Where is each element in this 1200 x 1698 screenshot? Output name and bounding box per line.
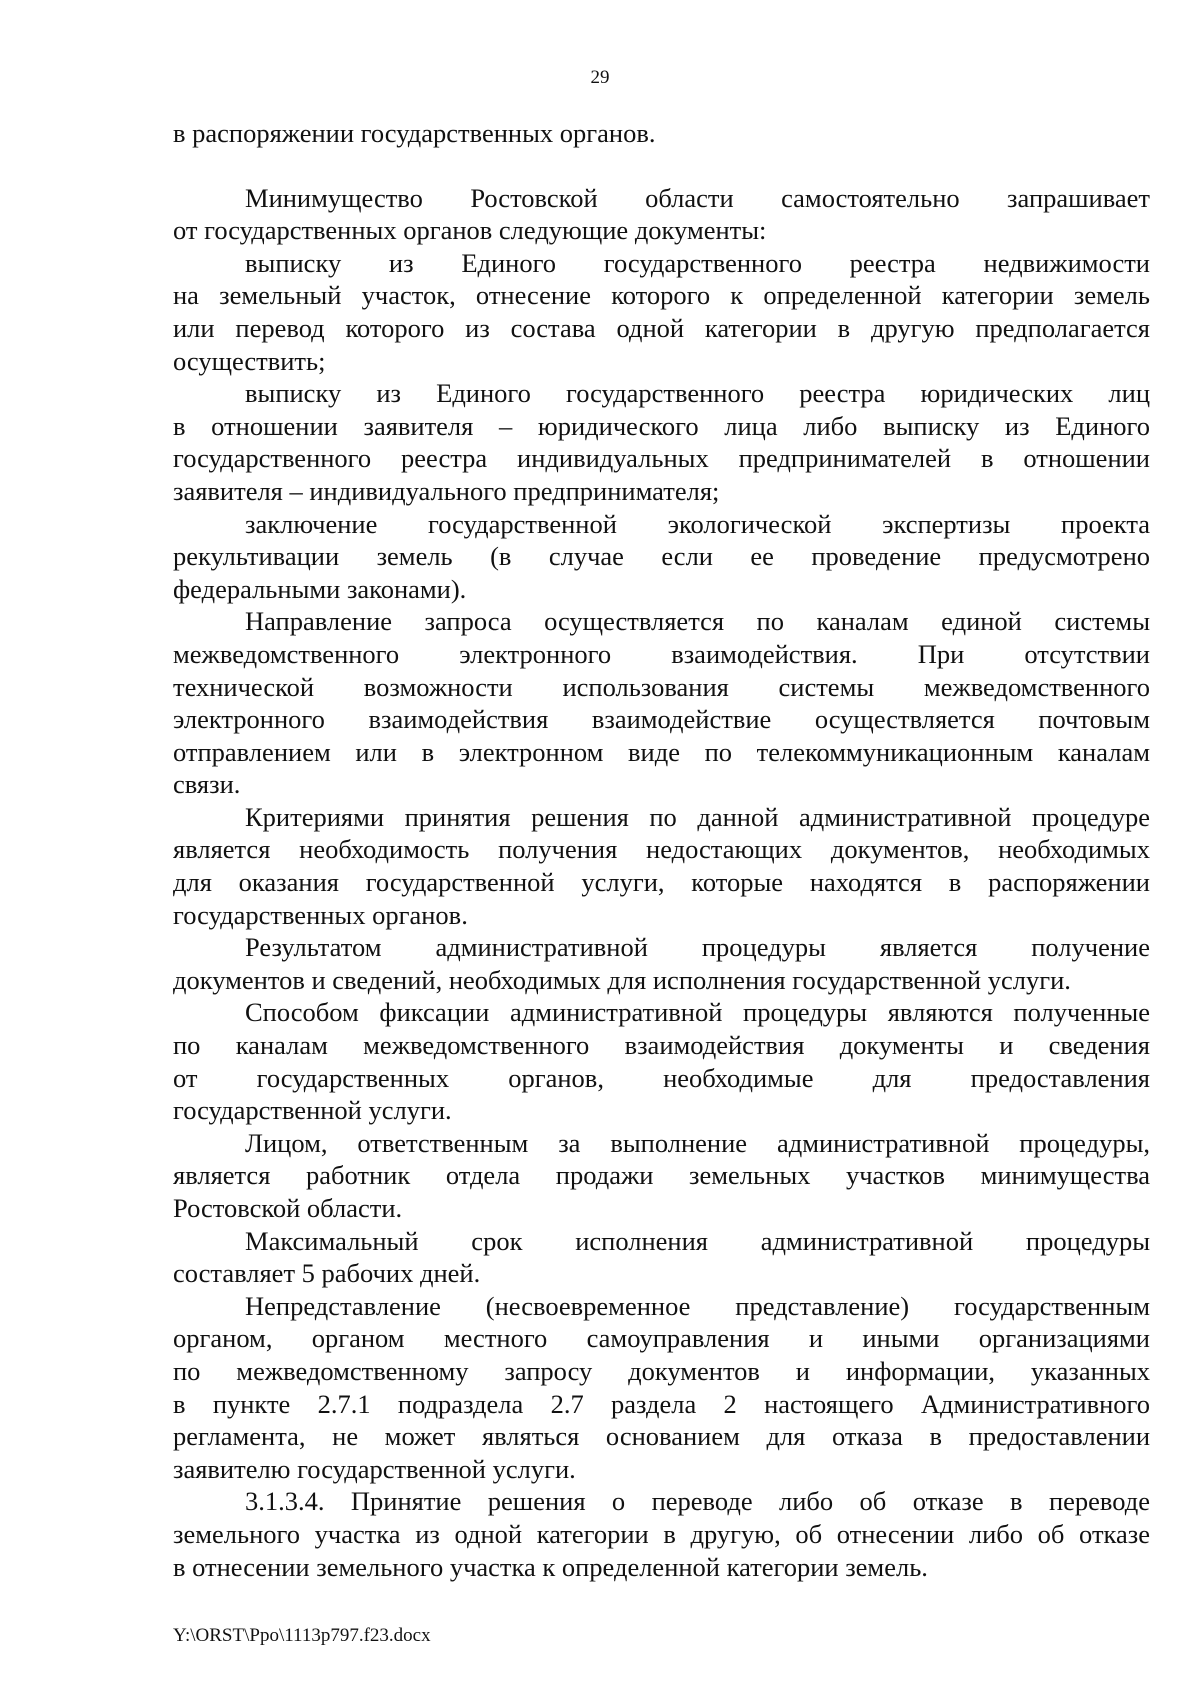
text-line: земельного участка из одной категории в другую, об отнесении либо об отказе <box>173 1518 1150 1549</box>
text-line: осуществить; <box>173 345 326 376</box>
text-line: от государственных органов следующие документы: <box>173 215 767 246</box>
paragraph <box>173 996 1150 1126</box>
text-line: в пункте 2.7.1 подраздела 2.7 раздела 2 настоящего Административного <box>173 1388 1150 1419</box>
text-line: Максимальный срок исполнения административной процедуры <box>245 1225 1150 1256</box>
text-line: регламента, не может являться основанием для отказа в предоставлении <box>173 1421 1150 1452</box>
paragraph <box>173 1225 1150 1290</box>
text-line: Непредставление (несвоевременное представление) государственным <box>245 1290 1150 1321</box>
paragraph <box>173 1290 1150 1486</box>
text-line: на земельный участок, отнесение которого к определенной категории земель <box>173 280 1150 311</box>
paragraph <box>173 605 1150 801</box>
text-line: заявителя – индивидуального предпринимателя; <box>173 475 720 506</box>
text-line: органом, органом местного самоуправления и иными организациями <box>173 1323 1150 1354</box>
text-line: отправлением или в электронном виде по телекоммуникационным каналам <box>173 736 1150 767</box>
text-line: в отношении заявителя – юридического лица либо выписку из Единого <box>173 410 1150 441</box>
document-body <box>173 117 1150 1583</box>
text-line: по межведомственному запросу документов и информации, указанных <box>173 1355 1150 1386</box>
text-line: является необходимость получения недостающих документов, необходимых <box>173 834 1150 865</box>
text-line: в распоряжении государственных органов. <box>173 118 656 148</box>
text-line: государственной услуги. <box>173 1095 452 1126</box>
text-line: электронного взаимодействия взаимодействие осуществляется почтовым <box>173 704 1150 735</box>
paragraph-spacer <box>173 150 1150 182</box>
text-line: от государственных органов, необходимые для предоставления <box>173 1062 1150 1093</box>
paragraph <box>173 508 1150 606</box>
text-line: федеральными законами). <box>173 573 467 604</box>
text-line: государственного реестра индивидуальных предпринимателей в отношении <box>173 443 1150 474</box>
text-line: выписку из Единого государственного реестра недвижимости <box>245 247 1150 278</box>
paragraph <box>173 247 1150 377</box>
text-line: Результатом административной процедуры является получение <box>245 932 1150 963</box>
text-line: или перевод которого из состава одной категории в другую предполагается <box>173 312 1150 343</box>
text-line: государственных органов. <box>173 899 468 930</box>
text-line: Критериями принятия решения по данной административной процедуре <box>245 801 1150 832</box>
text-line: в отнесении земельного участка к определенной категории земель. <box>173 1551 928 1582</box>
paragraph <box>173 801 1150 931</box>
text-line: для оказания государственной услуги, которые находятся в распоряжении <box>173 867 1150 898</box>
paragraph <box>173 1127 1150 1225</box>
text-line: составляет 5 рабочих дней. <box>173 1258 481 1289</box>
footer-file-path: Y:\ORST\Ppo\1113p797.f23.docx <box>173 1625 431 1646</box>
text-line: Способом фиксации административной процедуры являются полученные <box>245 997 1150 1028</box>
text-line: Ростовской области. <box>173 1193 403 1223</box>
text-line: 3.1.3.4. Принятие решения о переводе либо об отказе в переводе <box>245 1486 1150 1517</box>
paragraph <box>173 1485 1150 1583</box>
text-line: документов и сведений, необходимых для исполнения государственной услуги. <box>173 964 1071 995</box>
paragraph <box>173 182 1150 247</box>
text-line: Минимущество Ростовской области самостоятельно запрашивает <box>245 182 1150 213</box>
text-line: по каналам межведомственного взаимодействия документы и сведения <box>173 1030 1150 1061</box>
paragraph <box>173 931 1150 996</box>
text-line: Лицом, ответственным за выполнение административной процедуры, <box>245 1127 1150 1158</box>
text-line: межведомственного электронного взаимодействия. При отсутствии <box>173 638 1150 669</box>
text-line: технической возможности использования системы межведомственного <box>173 671 1150 702</box>
text-line: Направление запроса осуществляется по каналам единой системы <box>245 606 1150 637</box>
text-line: выписку из Единого государственного реестра юридических лиц <box>245 378 1150 409</box>
paragraph <box>173 117 1150 150</box>
text-line: заявителю государственной услуги. <box>173 1453 576 1484</box>
text-line: заключение государственной экологической экспертизы проекта <box>245 508 1150 539</box>
paragraph <box>173 377 1150 507</box>
page-number: 29 <box>590 67 610 88</box>
text-line: является работник отдела продажи земельных участков минимущества <box>173 1160 1150 1191</box>
text-line: связи. <box>173 769 241 800</box>
text-line: рекультивации земель (в случае если ее проведение предусмотрено <box>173 541 1150 572</box>
